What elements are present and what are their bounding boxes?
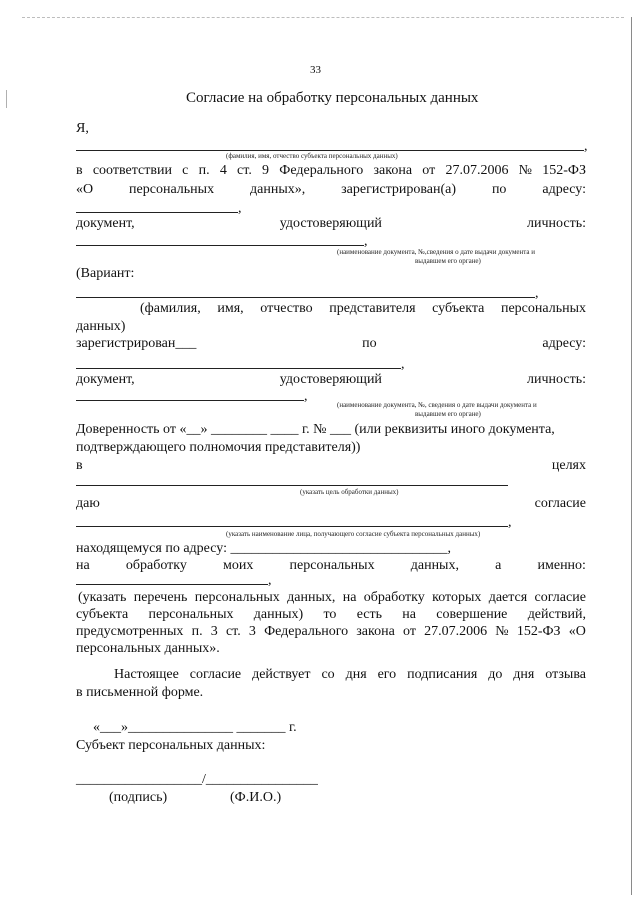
hint-purpose: (указать цель обработки данных) <box>300 488 399 496</box>
hint-fio: (фамилия, имя, отчество субъекта персональных данных) <box>226 152 398 160</box>
word: персональных <box>148 607 234 622</box>
word: 3 <box>248 624 256 639</box>
validity-line-1 <box>114 667 586 683</box>
word: с <box>182 163 189 178</box>
word: персональных <box>194 590 280 605</box>
word: персональных <box>289 558 375 573</box>
doc2-line <box>76 372 586 388</box>
subject-label: Субъект персональных данных: <box>76 738 266 753</box>
word: от <box>403 624 416 639</box>
word: дается <box>488 590 528 605</box>
word: подписания <box>407 667 478 682</box>
word: личность: <box>527 372 586 387</box>
word: 27.07.2006 <box>445 163 509 178</box>
word: которых <box>432 590 482 605</box>
word: согласие <box>189 667 242 682</box>
word: п. <box>198 163 210 178</box>
word: отзыва <box>545 667 586 682</box>
word: 152-ФЗ <box>542 163 586 178</box>
list-para-line-4: персональных данных». <box>76 641 220 656</box>
data-list-fill-line <box>76 584 268 585</box>
word: персональных <box>129 182 215 197</box>
fio-fill-line <box>76 150 584 151</box>
word: его <box>377 667 397 682</box>
comma: , <box>401 357 405 372</box>
word: Федерального <box>279 163 364 178</box>
page-top-border <box>22 17 624 18</box>
word: в <box>76 458 83 473</box>
word: обработку <box>125 558 187 573</box>
doc-fill-line <box>76 245 364 246</box>
comma: , <box>508 515 512 530</box>
word: согласие <box>534 590 586 605</box>
word: обработку <box>363 590 425 605</box>
comma: , <box>268 573 272 588</box>
word: в <box>76 163 83 178</box>
word: на <box>342 590 357 605</box>
power-of-attorney-line-1: Доверенность от «__» ________ ____ г. № ___ (или реквизиты иного документа, <box>76 422 555 437</box>
word: совершение <box>436 607 508 622</box>
address-fill-line <box>76 212 238 213</box>
word: 152-ФЗ <box>516 624 561 639</box>
word: 9 <box>262 163 270 178</box>
word: адресу: <box>542 182 586 197</box>
hint-recipient: (указать наименование лица, получающего согласие субъекта персональных данных) <box>226 530 481 538</box>
signature-caption: (подпись) <box>109 790 168 805</box>
address-line: находящемуся по адресу: _______________________________, <box>76 541 451 556</box>
word: имя, <box>217 301 244 316</box>
word: отчество <box>260 301 313 316</box>
comma: , <box>584 139 588 154</box>
rep-address-fill-line <box>76 368 401 369</box>
word: персональных <box>500 301 586 316</box>
rep-fio-fill-line <box>76 297 535 298</box>
word: закона <box>356 624 395 639</box>
list-para-line-3 <box>76 624 586 640</box>
hint-doc-2: выдавшем его органе) <box>415 257 481 265</box>
word: данных) <box>253 607 304 622</box>
word: данных, <box>410 558 459 573</box>
purpose-line <box>76 458 586 474</box>
word: действует <box>252 667 311 682</box>
give-consent-line <box>76 496 586 512</box>
margin-mark <box>6 90 7 108</box>
hint-doc2-1: (наименование документа, №, сведения о дате выдачи документа и <box>337 401 537 409</box>
word: Федерального <box>264 624 349 639</box>
word: № <box>518 163 533 178</box>
word: а <box>495 558 502 573</box>
word: данных», <box>250 182 306 197</box>
page-title: Согласие на обработку персональных данных <box>186 90 479 106</box>
word: дня <box>345 667 367 682</box>
word: зарегистрирован___ <box>76 336 197 351</box>
reg-line <box>76 336 586 352</box>
word: то <box>323 607 337 622</box>
recipient-fill-line <box>76 526 508 527</box>
word: согласие <box>534 496 586 511</box>
hint-doc2-2: выдавшем его органе) <box>415 410 481 418</box>
word: п. <box>191 624 203 639</box>
word: соответствии <box>92 163 172 178</box>
word: Настоящее <box>114 667 179 682</box>
list-para-line-1 <box>78 590 586 606</box>
word: даю <box>76 496 100 511</box>
word: именно: <box>537 558 586 573</box>
comma: , <box>364 234 368 249</box>
word: данных, <box>287 590 336 605</box>
word: дня <box>513 667 535 682</box>
word: действий, <box>527 607 586 622</box>
doc-line <box>76 216 586 232</box>
page-number: 33 <box>310 64 321 76</box>
word: адресу: <box>542 336 586 351</box>
word: представителя <box>329 301 416 316</box>
word: (указать <box>78 590 127 605</box>
hint-doc-1: (наименование документа, №,сведения о дате выдачи документа и <box>337 248 535 256</box>
power-of-attorney-line-2: подтверждающего полномочия представителя)) <box>76 440 361 455</box>
rep-line-1 <box>140 301 586 317</box>
word: субъекта <box>432 301 485 316</box>
word: зарегистрирован(а) <box>341 182 457 197</box>
word: на <box>76 558 90 573</box>
ya-label: Я, <box>76 121 89 136</box>
word: есть <box>356 607 382 622</box>
word: перечень <box>133 590 188 605</box>
list-para-line-2 <box>76 607 586 623</box>
word: со <box>321 667 335 682</box>
word: удостоверяющий <box>279 372 382 387</box>
word: (фамилия, <box>140 301 201 316</box>
word: 4 <box>219 163 227 178</box>
signature-line: __________________/________________ <box>76 772 318 787</box>
word: моих <box>223 558 254 573</box>
word: документ, <box>76 372 135 387</box>
word: «О <box>76 182 94 197</box>
word: до <box>488 667 503 682</box>
page-right-border <box>631 17 632 895</box>
law-line-1 <box>76 163 586 179</box>
word: предусмотренных <box>76 624 184 639</box>
word: удостоверяющий <box>279 216 382 231</box>
word: «О <box>568 624 586 639</box>
comma: , <box>535 286 539 301</box>
word: 3 <box>210 624 218 639</box>
variant-label: (Вариант: <box>76 266 135 281</box>
doc2-fill-line <box>76 400 304 401</box>
rep-line-2: данных) <box>76 319 126 334</box>
comma: , <box>238 201 242 216</box>
word: целях <box>551 458 586 473</box>
word: на <box>402 607 416 622</box>
validity-line-2: в письменной форме. <box>76 685 204 700</box>
word: субъекта <box>76 607 129 622</box>
word: ст. <box>237 163 252 178</box>
word: личность: <box>527 216 586 231</box>
word: ст. <box>225 624 241 639</box>
word: № <box>495 624 509 639</box>
date-line: «___»_______________ _______ г. <box>93 720 297 735</box>
word: 27.07.2006 <box>424 624 488 639</box>
word: по <box>491 182 507 197</box>
word: закона <box>373 163 413 178</box>
word: документ, <box>76 216 135 231</box>
word: по <box>362 336 377 351</box>
law-line-2 <box>76 182 586 198</box>
comma: , <box>304 389 308 404</box>
purpose-fill-line <box>76 485 508 486</box>
name-caption: (Ф.И.О.) <box>230 790 282 805</box>
process-line <box>76 558 586 574</box>
word: от <box>422 163 436 178</box>
